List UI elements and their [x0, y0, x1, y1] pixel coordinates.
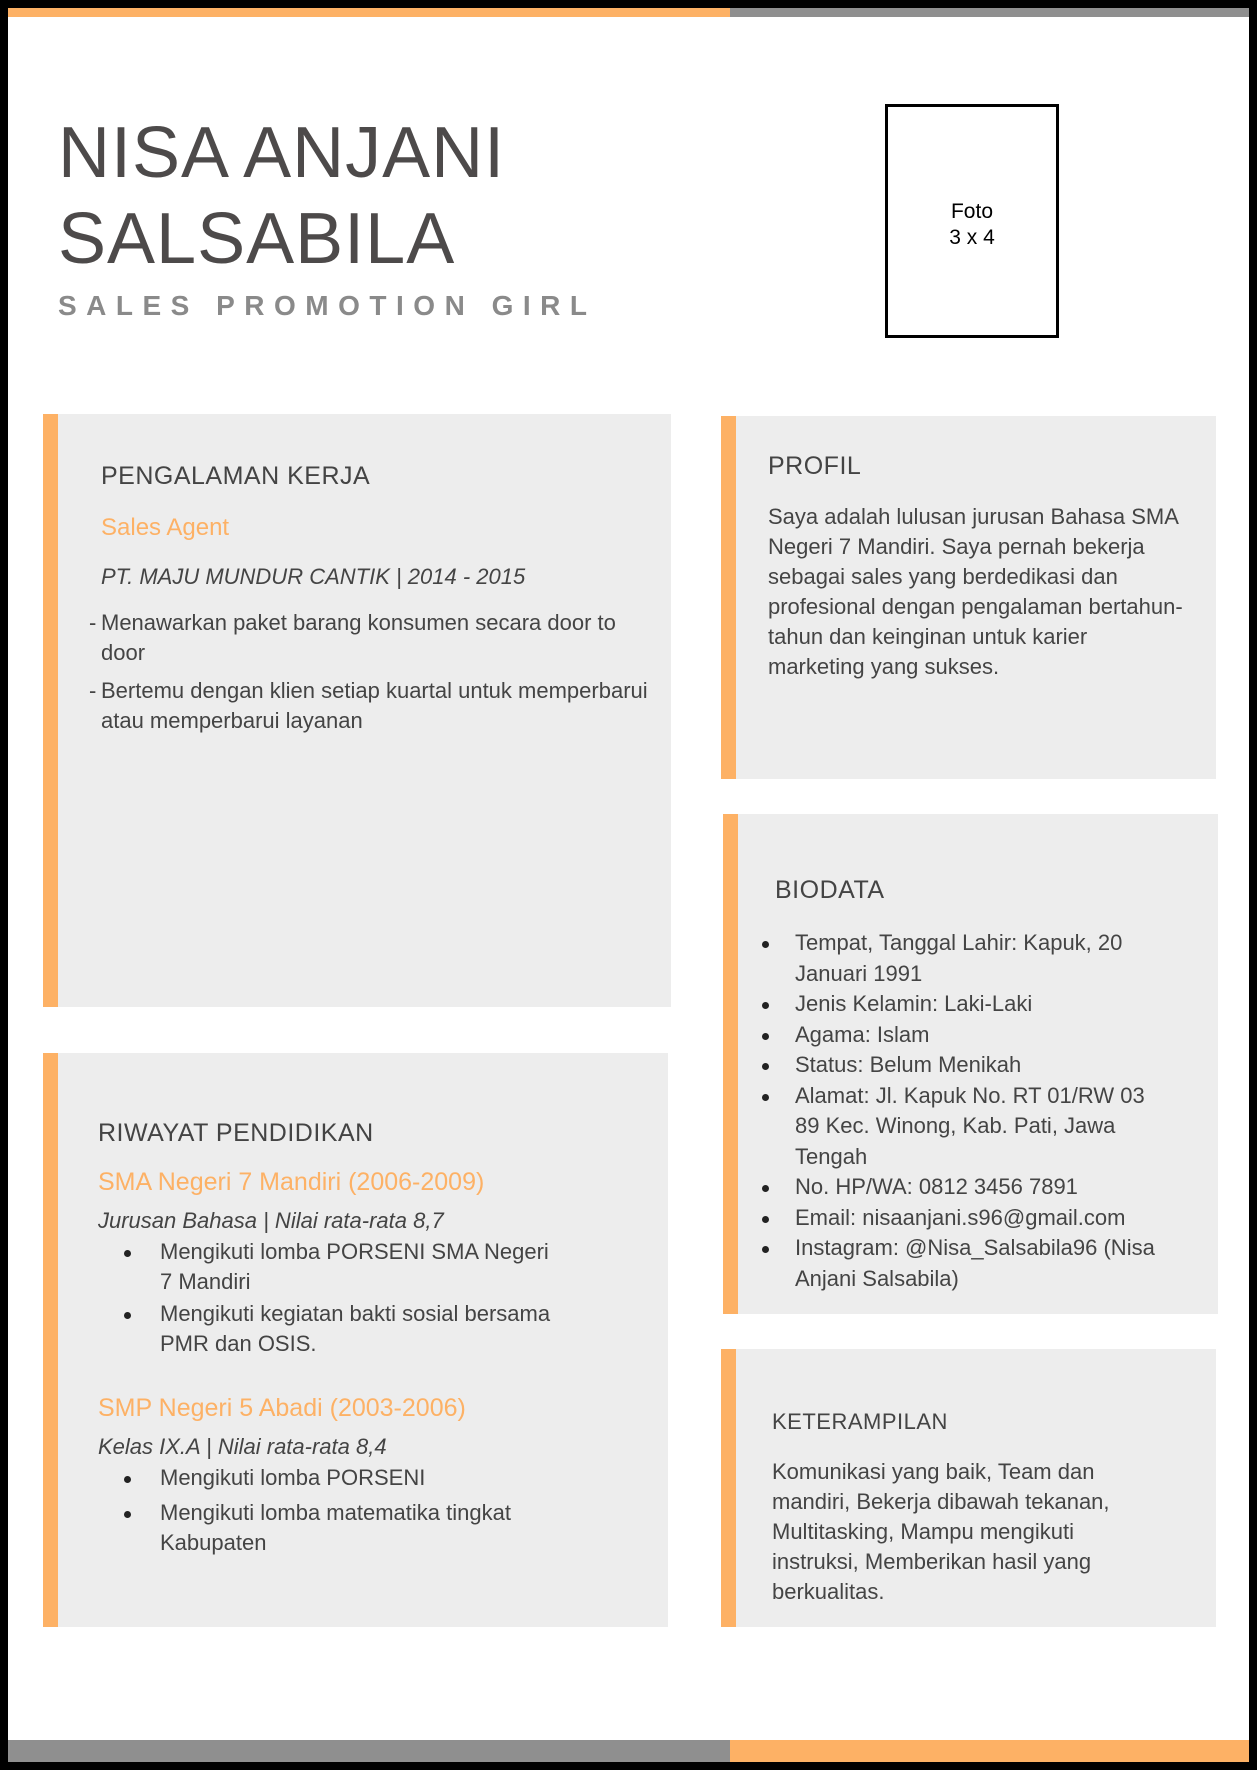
- list-item: Jenis Kelamin: Laki-Laki: [795, 989, 1175, 1020]
- section-accent: [723, 814, 738, 1314]
- list-item: Agama: Islam: [795, 1020, 1175, 1051]
- photo-size: 3 x 4: [949, 226, 995, 249]
- section-heading: BIODATA: [775, 876, 885, 904]
- experience-section: [43, 414, 671, 1007]
- list-item: Mengikuti lomba PORSENI SMA Negeri 7 Mandiri: [160, 1237, 560, 1297]
- photo-label: Foto: [950, 200, 994, 223]
- school-detail: Kelas IX.A | Nilai rata-rata 8,4: [98, 1434, 387, 1459]
- list-item: Mengikuti lomba PORSENI: [160, 1463, 580, 1493]
- list-item: Mengikuti kegiatan bakti sosial bersama PMR dan OSIS.: [160, 1299, 560, 1359]
- job-title: SALES PROMOTION GIRL: [58, 290, 597, 321]
- activity-list: [160, 1463, 580, 1558]
- list-item: Email: nisaanjani.s96@gmail.com: [795, 1203, 1175, 1234]
- school-detail: Jurusan Bahasa | Nilai rata-rata 8,7: [98, 1208, 444, 1233]
- section-accent: [43, 1053, 58, 1627]
- list-item: Mengikuti lomba matematika tingkat Kabupaten: [160, 1498, 580, 1558]
- full-name: [58, 110, 505, 282]
- job-position: Sales Agent: [101, 514, 230, 541]
- section-heading: PENGALAMAN KERJA: [101, 462, 371, 490]
- section-heading: KETERAMPILAN: [772, 1409, 948, 1434]
- name-line-2: SALSABILA: [58, 199, 456, 279]
- list-item: No. HP/WA: 0812 3456 7891: [795, 1172, 1175, 1203]
- school-name: SMA Negeri 7 Mandiri (2006-2009): [98, 1168, 485, 1196]
- school-name: SMP Negeri 5 Abadi (2003-2006): [98, 1394, 466, 1422]
- top-accent-bar: [8, 8, 730, 17]
- profile-text: Saya adalah lulusan jurusan Bahasa SMA Negeri 7 Mandiri. Saya pernah bekerja sebagai sales yang berdedikasi dan profesional dengan pengalaman bertahun-tahun dan keinginan untuk karier marketing yang sukses.: [768, 504, 1183, 679]
- activity-list: [160, 1237, 560, 1359]
- section-heading: PROFIL: [768, 452, 862, 480]
- list-item: - Menawarkan paket barang konsumen secara door to door: [89, 610, 616, 665]
- bottom-gray-bar: [8, 1740, 730, 1762]
- list-item: Instagram: @Nisa_Salsabila96 (Nisa Anjani Salsabila): [795, 1233, 1175, 1294]
- duty-list: [89, 608, 659, 736]
- list-item: Status: Belum Menikah: [795, 1050, 1175, 1081]
- resume-page: [8, 8, 1249, 1762]
- list-item: Alamat: Jl. Kapuk No. RT 01/RW 03 89 Kec. Winong, Kab. Pati, Jawa Tengah: [795, 1081, 1175, 1173]
- bottom-accent-bar: [730, 1740, 1249, 1762]
- education-section: [43, 1053, 668, 1627]
- biodata-section: [723, 814, 1218, 1314]
- section-heading: RIWAYAT PENDIDIKAN: [98, 1119, 374, 1147]
- biodata-list: [795, 928, 1175, 1294]
- section-accent: [43, 414, 58, 1007]
- name-line-1: NISA ANJANI: [58, 113, 506, 193]
- section-accent: [721, 416, 736, 779]
- section-accent: [721, 1349, 736, 1627]
- company-period: PT. MAJU MUNDUR CANTIK | 2014 - 2015: [101, 564, 526, 589]
- photo-placeholder: [885, 104, 1059, 338]
- top-gray-bar: [730, 8, 1249, 17]
- list-item: - Bertemu dengan klien setiap kuartal untuk memperbarui atau memperbarui layanan: [89, 678, 648, 733]
- skills-section: [721, 1349, 1216, 1627]
- profile-section: [721, 416, 1216, 779]
- skills-text: Komunikasi yang baik, Team dan mandiri, Bekerja dibawah tekanan, Multitasking, Mampu mengikuti instruksi, Memberikan hasil yang berkualitas.: [772, 1459, 1110, 1604]
- list-item: Tempat, Tanggal Lahir: Kapuk, 20 Januari 1991: [795, 928, 1175, 989]
